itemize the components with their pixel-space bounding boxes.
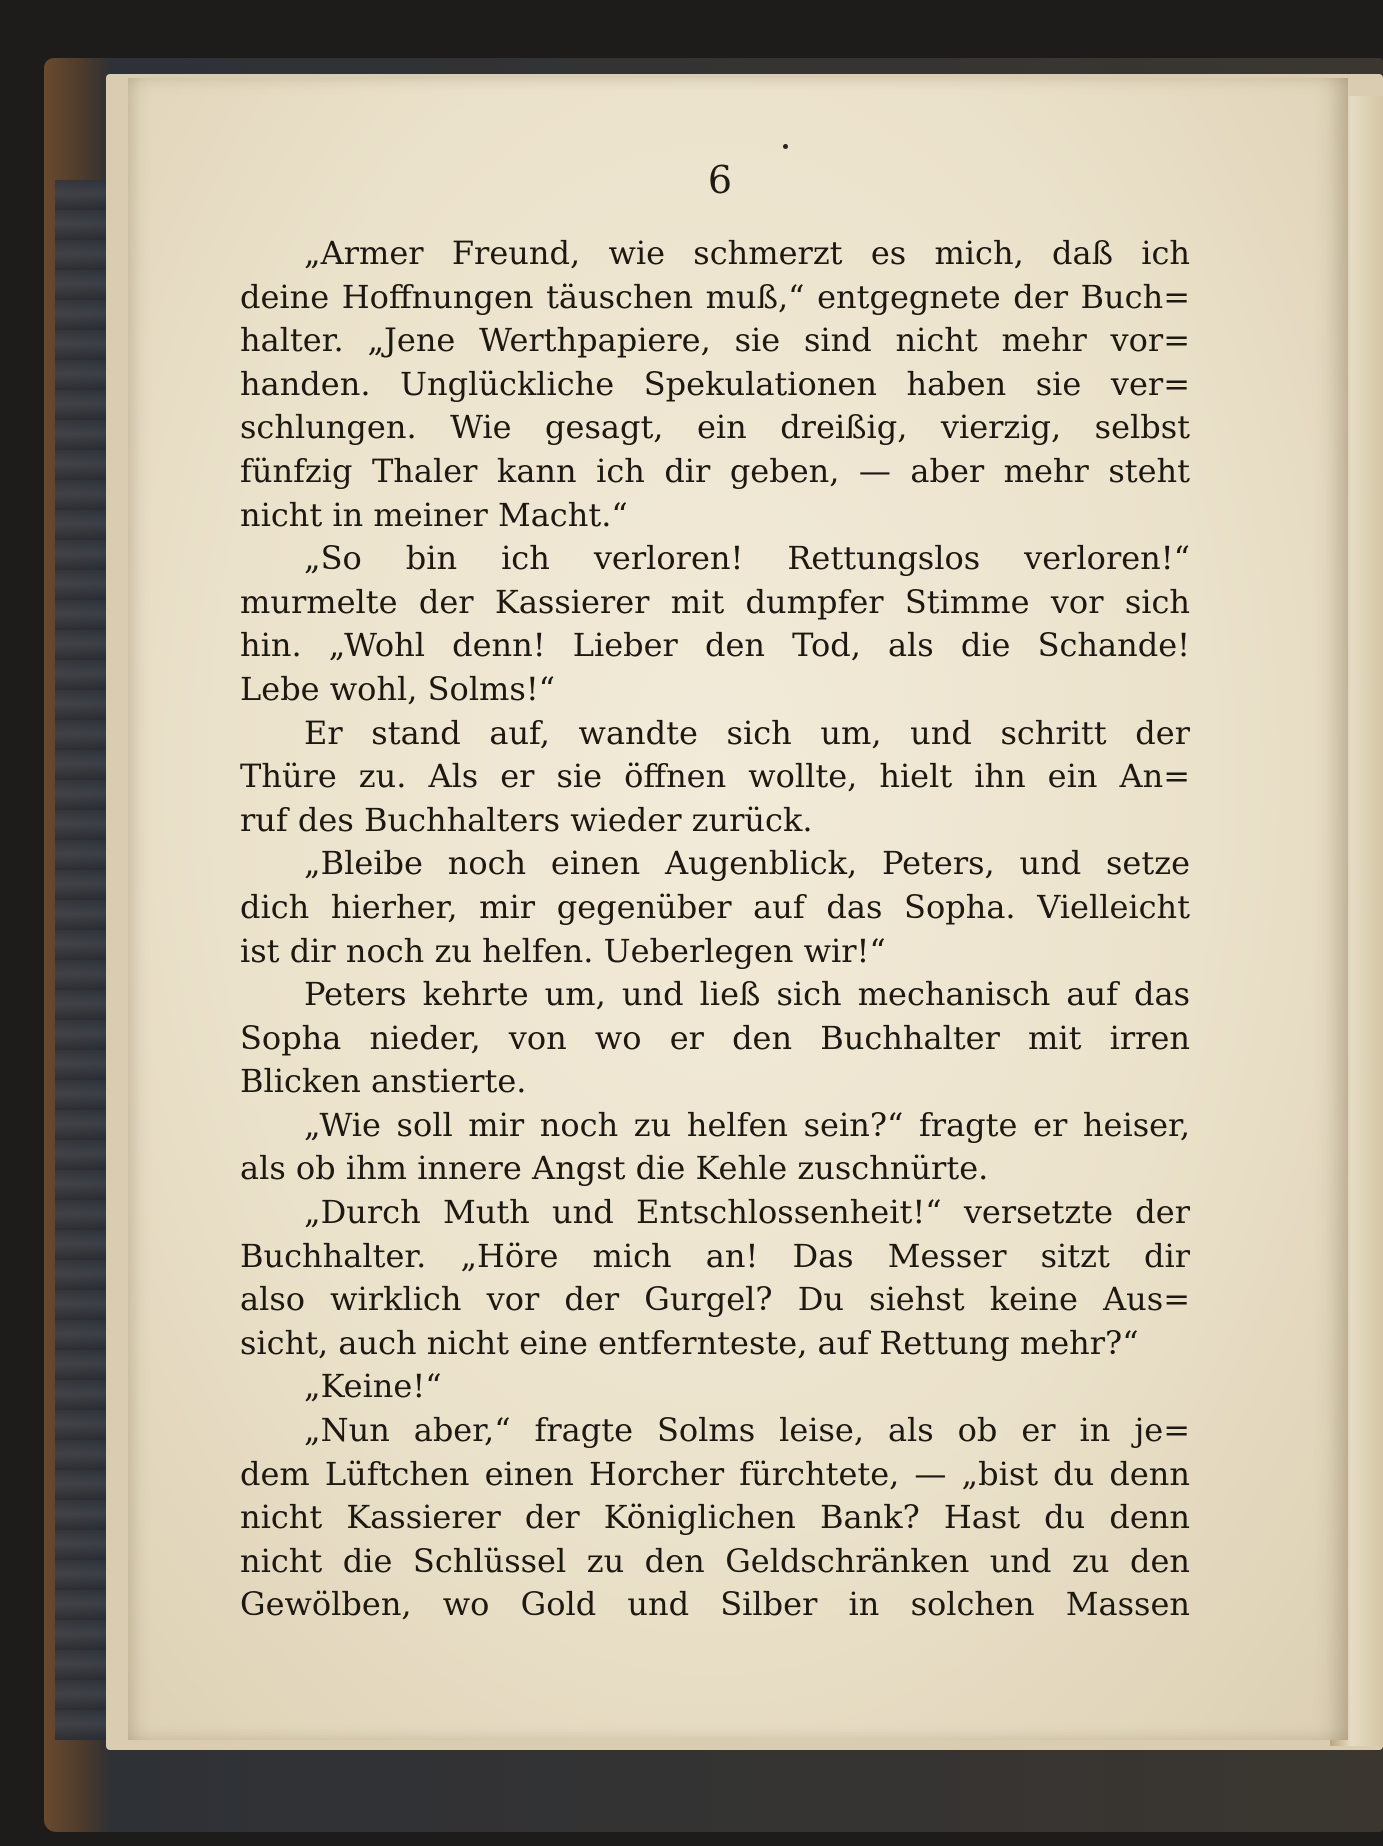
text-line: halter. „Jene Werthpapiere, sie sind nicht mehr vor= — [240, 321, 1190, 360]
text-line: also wirklich vor der Gurgel? Du siehst keine Aus= — [240, 1280, 1190, 1319]
text-line: dem Lüftchen einen Horcher fürchtete, — „bist du denn — [240, 1454, 1190, 1493]
ink-speck — [783, 144, 788, 149]
text-line: „Keine!“ — [304, 1367, 442, 1406]
text-line: „Wie soll mir noch zu helfen sein?“ fragte er heiser, — [304, 1105, 1190, 1144]
text-line: murmelte der Kassierer mit dumpfer Stimme vor sich — [240, 582, 1190, 621]
text-line: „Durch Muth und Entschlossenheit!“ versetzte der — [304, 1193, 1190, 1232]
text-line: deine Hoffnungen täuschen muß,“ entgegnete der Buch= — [240, 277, 1190, 316]
text-line: sicht, auch nicht eine entfernteste, auf Rettung mehr?“ — [240, 1323, 1139, 1362]
text-line: Peters kehrte um, und ließ sich mechanisch auf das — [304, 975, 1190, 1014]
text-line: Buchhalter. „Höre mich an! Das Messer sitzt dir — [240, 1236, 1190, 1275]
text-line: Gewölben, wo Gold und Silber in solchen Massen — [240, 1585, 1190, 1624]
text-line: Blicken anstierte. — [240, 1062, 527, 1101]
page-number: 6 — [707, 158, 733, 202]
text-line: Thüre zu. Als er sie öffnen wollte, hielt ihn ein An= — [240, 757, 1190, 796]
text-line: ist dir noch zu helfen. Ueberlegen wir!“ — [240, 931, 886, 970]
text-line: schlungen. Wie gesagt, ein dreißig, vierzig, selbst — [240, 408, 1190, 447]
text-line: hin. „Wohl denn! Lieber den Tod, als die Schande! — [240, 626, 1190, 665]
text-line: „Nun aber,“ fragte Solms leise, als ob er in je= — [304, 1411, 1190, 1450]
text-line: handen. Unglückliche Spekulationen haben sie ver= — [240, 364, 1190, 403]
text-line: dich hierher, mir gegenüber auf das Sopha. Vielleicht — [240, 887, 1190, 926]
text-line: als ob ihm innere Angst die Kehle zuschnürte. — [240, 1149, 989, 1188]
text-line: „Bleibe noch einen Augenblick, Peters, und setze — [304, 844, 1190, 883]
page-text — [240, 232, 1190, 1627]
text-line: nicht Kassierer der Königlichen Bank? Hast du denn — [240, 1498, 1190, 1537]
text-line: Lebe wohl, Solms!“ — [240, 669, 556, 708]
text-line: nicht die Schlüssel zu den Geldschränken und zu den — [240, 1541, 1190, 1580]
text-line: ruf des Buchhalters wieder zurück. — [240, 800, 813, 839]
text-line: fünfzig Thaler kann ich dir geben, — aber mehr steht — [240, 451, 1190, 490]
text-line: Er stand auf, wandte sich um, und schritt der — [304, 713, 1190, 752]
text-line: „Armer Freund, wie schmerzt es mich, daß ich — [304, 234, 1190, 272]
text-line: nicht in meiner Macht.“ — [240, 495, 628, 534]
text-line: „So bin ich verloren! Rettungslos verloren!“ — [304, 539, 1190, 578]
text-line: Sopha nieder, von wo er den Buchhalter mit irren — [240, 1018, 1190, 1057]
